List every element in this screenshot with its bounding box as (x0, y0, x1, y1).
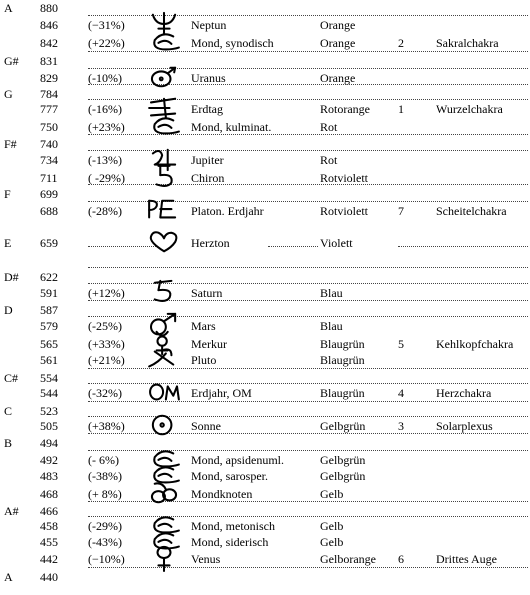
note-name: F# (4, 137, 17, 151)
frequency: 505 (40, 419, 58, 433)
color-name: Orange (320, 71, 356, 85)
chakra-number: 2 (398, 36, 404, 50)
chakra-name: Wurzelchakra (436, 102, 503, 116)
color-name: Gelb (320, 535, 344, 549)
frequency: 565 (40, 337, 58, 351)
color-name: Rot (320, 153, 338, 167)
note-name: G# (4, 54, 19, 68)
body-name: Uranus (191, 71, 226, 85)
chakra-number: 1 (398, 102, 404, 116)
frequency: 455 (40, 535, 58, 549)
table-row (0, 551, 530, 567)
frequency: 711 (40, 171, 58, 185)
body-name: Erdjahr, OM (191, 386, 252, 400)
table-row (0, 0, 530, 16)
deviation: (−31%) (88, 18, 125, 32)
frequency: 587 (40, 303, 58, 317)
om-icon (144, 379, 184, 405)
color-name: Gelbgrün (320, 469, 366, 483)
deviation: (-13%) (88, 153, 122, 167)
table-row (0, 35, 530, 51)
frequency: 442 (40, 552, 58, 566)
body-name: Pluto (191, 353, 217, 367)
body-name: Mond, siderisch (191, 535, 269, 549)
color-name: Blau (320, 286, 343, 300)
frequency: 777 (40, 102, 58, 116)
uranus-icon (144, 64, 184, 90)
chakra-number: 7 (398, 204, 404, 218)
dotted-leader (268, 246, 318, 247)
deviation: (-10%) (88, 71, 122, 85)
note-name: D (4, 303, 13, 317)
frequency: 829 (40, 71, 58, 85)
frequency: 699 (40, 187, 58, 201)
note-name: A# (4, 504, 19, 518)
frequency: 523 (40, 404, 58, 418)
body-name: Chiron (191, 171, 225, 185)
table-row (0, 418, 530, 434)
frequency: 842 (40, 36, 58, 50)
deviation: (- 6%) (88, 453, 119, 467)
frequency: 659 (40, 236, 58, 250)
frequency: 831 (40, 54, 58, 68)
pluto-icon (144, 346, 184, 372)
frequency: 734 (40, 153, 58, 167)
color-name: Gelbgrün (320, 453, 366, 467)
chakra-number: 5 (398, 337, 404, 351)
table-row (0, 186, 530, 202)
chakra-name: Scheitelchakra (436, 204, 507, 218)
deviation: (+21%) (88, 353, 125, 367)
table-row (0, 285, 530, 301)
table-row (0, 435, 530, 451)
table-row (0, 534, 530, 550)
deviation: (-43%) (88, 535, 122, 549)
saturn-icon (144, 279, 184, 305)
table-row (0, 468, 530, 484)
table-row (0, 352, 530, 368)
chakra-name: Solarplexus (436, 419, 493, 433)
color-name: Orange (320, 18, 356, 32)
table-row (0, 152, 530, 168)
note-name: E (4, 236, 12, 250)
deviation: ( -29%) (88, 171, 125, 185)
frequency: 622 (40, 270, 58, 284)
body-name: Mars (191, 319, 216, 333)
color-name: Rotviolett (320, 204, 368, 218)
deviation: (+ 8%) (88, 487, 122, 501)
note-name: C# (4, 371, 19, 385)
platonic-year-icon (144, 197, 184, 223)
color-name: Gelborange (320, 552, 376, 566)
frequency: 468 (40, 487, 58, 501)
color-name: Rot (320, 120, 338, 134)
color-name: Blau (320, 319, 343, 333)
chakra-number: 4 (398, 386, 404, 400)
moon-icon (144, 29, 184, 55)
deviation: (+33%) (88, 337, 125, 351)
deviation: (+23%) (88, 120, 125, 134)
table-row (0, 53, 530, 69)
body-name: Mondknoten (191, 487, 253, 501)
frequency: 554 (40, 371, 58, 385)
deviation: (-32%) (88, 386, 122, 400)
chakra-number: 6 (398, 552, 404, 566)
frequency: 846 (40, 18, 58, 32)
table-row (0, 235, 530, 251)
lunar-node-icon (144, 480, 184, 506)
frequency: 579 (40, 319, 58, 333)
note-name: D# (4, 270, 19, 284)
body-name: Mond, sarosper. (191, 469, 268, 483)
note-name: F (4, 187, 11, 201)
table-row (0, 336, 530, 352)
frequency: 544 (40, 386, 58, 400)
frequency: 880 (40, 1, 58, 15)
chakra-name: Sakralchakra (436, 36, 499, 50)
body-name: Mond, synodisch (191, 36, 274, 50)
color-name: Rotviolett (320, 171, 368, 185)
body-name: Merkur (191, 337, 227, 351)
frequency: 440 (40, 570, 58, 584)
color-name: Violett (320, 236, 353, 250)
deviation: (-28%) (88, 204, 122, 218)
deviation: (+38%) (88, 419, 125, 433)
body-name: Sonne (191, 419, 221, 433)
frequency: 561 (40, 353, 58, 367)
table-row (0, 385, 530, 401)
table-row (0, 318, 530, 334)
frequency: 458 (40, 519, 58, 533)
frequency: 591 (40, 286, 58, 300)
table-row (0, 17, 530, 33)
frequency: 784 (40, 87, 58, 101)
body-name: Neptun (191, 18, 227, 32)
body-name: Mond, kulminat. (191, 120, 272, 134)
color-name: Gelbgrün (320, 419, 366, 433)
frequency: 494 (40, 436, 58, 450)
deviation: (-16%) (88, 102, 122, 116)
frequency: 740 (40, 137, 58, 151)
deviation: (-25%) (88, 319, 122, 333)
chakra-name: Herzchakra (436, 386, 492, 400)
frequency: 688 (40, 204, 58, 218)
venus-icon (144, 545, 184, 571)
dotted-divider (88, 267, 528, 268)
frequency: 483 (40, 469, 58, 483)
chakra-number: 3 (398, 419, 404, 433)
body-name: Jupiter (191, 153, 224, 167)
color-name: Blaugrün (320, 353, 365, 367)
note-name: G (4, 87, 13, 101)
note-name: A (4, 1, 13, 15)
table-row (0, 452, 530, 468)
color-name: Gelb (320, 487, 344, 501)
color-name: Rotorange (320, 102, 370, 116)
heart-icon (144, 229, 184, 255)
chiron-icon (144, 164, 184, 190)
frequency: 492 (40, 453, 58, 467)
chakra-name: Drittes Auge (436, 552, 497, 566)
deviation: (+22%) (88, 36, 125, 50)
color-name: Orange (320, 36, 356, 50)
table-row (0, 486, 530, 502)
deviation: (-38%) (88, 469, 122, 483)
color-name: Blaugrün (320, 337, 365, 351)
body-name: Herzton (191, 236, 230, 250)
deviation: (-29%) (88, 519, 122, 533)
body-name: Venus (191, 552, 221, 566)
note-name: A (4, 570, 13, 584)
body-name: Erdtag (191, 102, 223, 116)
frequency: 466 (40, 504, 58, 518)
dotted-leader (398, 246, 528, 247)
table-row (0, 101, 530, 117)
body-name: Platon. Erdjahr (191, 204, 264, 218)
note-name: C (4, 404, 13, 418)
frequency: 750 (40, 120, 58, 134)
table-row (0, 569, 530, 585)
sun-icon (144, 412, 184, 438)
note-name: B (4, 436, 13, 450)
table-row (0, 518, 530, 534)
body-name: Mond, metonisch (191, 519, 275, 533)
color-name: Blaugrün (320, 386, 365, 400)
deviation: (+12%) (88, 286, 125, 300)
table-row (0, 119, 530, 135)
moon-icon (144, 113, 184, 139)
deviation: (−10%) (88, 552, 125, 566)
body-name: Saturn (191, 286, 223, 300)
body-name: Mond, apsidenuml. (191, 453, 284, 467)
color-name: Gelb (320, 519, 344, 533)
table-row (0, 203, 530, 219)
chakra-name: Kehlkopfchakra (436, 337, 514, 351)
